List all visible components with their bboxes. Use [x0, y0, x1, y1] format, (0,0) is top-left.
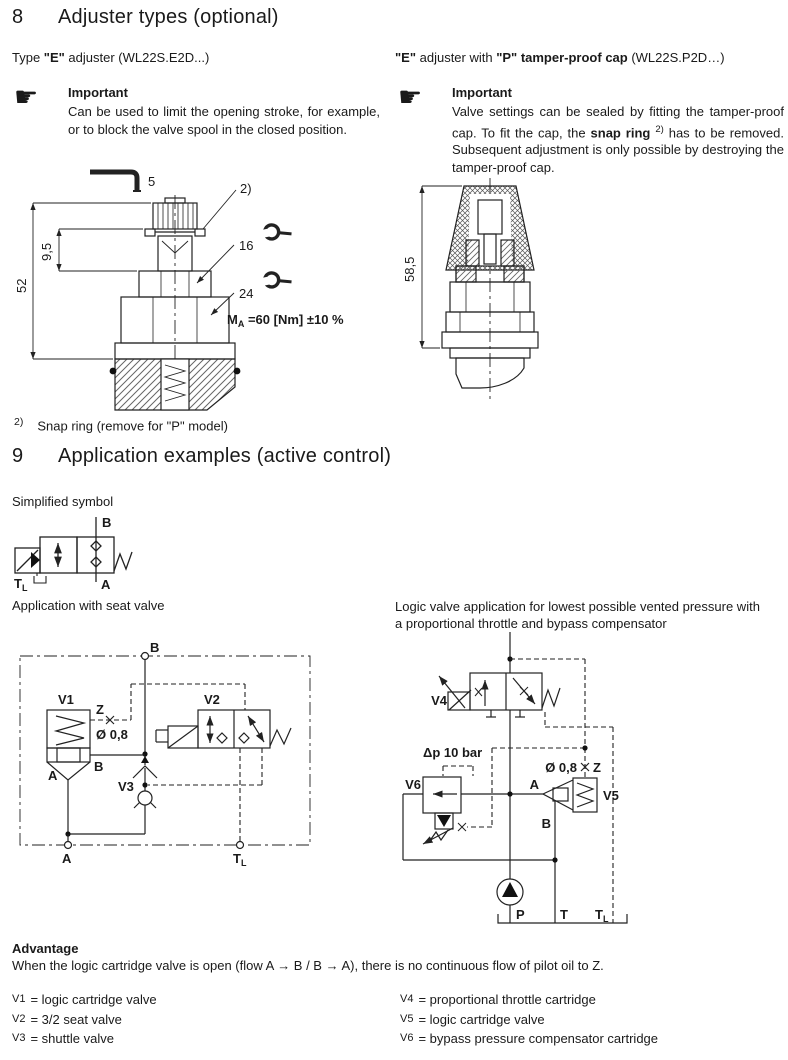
port-tl-sub: L	[602, 914, 609, 924]
allen-key-icon	[90, 172, 141, 191]
v6-bypass-compensator	[423, 777, 466, 844]
note-text: has to be removed. Subsequent adjustment is only possible by destroying the tamper-proof cap.	[452, 124, 784, 175]
wrench-24-icon	[260, 269, 291, 289]
leader-snap-ring	[203, 190, 236, 229]
torque-sub: A	[237, 319, 245, 329]
logic-valve-circuit-diagram	[395, 630, 745, 930]
port-b-top-label: B	[150, 640, 160, 655]
note-bold: snap ring	[590, 124, 651, 140]
important-title: Important	[452, 85, 512, 100]
orifice-label: Ø 0,8	[545, 760, 577, 775]
v1-port-a-label: A	[48, 768, 58, 783]
v3-shuttle-valve	[133, 756, 157, 834]
port-b-label: B	[102, 515, 112, 530]
z-label: Z	[593, 760, 601, 775]
legend-value: = logic cartridge valve	[418, 1011, 545, 1027]
port-t-sub: L	[240, 858, 247, 868]
section-8-heading	[12, 6, 279, 29]
v5-port-b-label: B	[541, 816, 551, 831]
section-8-title: Adjuster types (optional)	[58, 6, 279, 28]
wrench-24-label: 24	[239, 286, 254, 301]
pointing-hand-icon: ☛	[14, 82, 39, 112]
subtitle-text: (WL22S.P2D…)	[627, 50, 725, 65]
advantage-text: When the logic cartridge valve is open (flow A → B / B → A), there is no continuous flow of pilot oil to Z.	[12, 958, 604, 973]
legend-value: = logic cartridge valve	[30, 992, 157, 1007]
simplified-symbol-label: Simplified symbol	[12, 494, 114, 509]
port-a-bottom-label: A	[62, 851, 72, 866]
legend-left	[12, 992, 157, 1051]
legend-value: = proportional throttle cartridge	[418, 992, 596, 1007]
seat-valve-circuit-diagram	[12, 638, 327, 873]
v5-label: V5	[603, 788, 619, 803]
port-t-sub: L	[21, 583, 28, 593]
port-tl-t: T	[595, 907, 603, 922]
tamper-proof-cap	[446, 186, 534, 270]
e-adjuster-drawing	[15, 163, 390, 413]
note-text: Valve settings can be sealed by fitting the tamper-proof cap. To fit the cap, the	[452, 104, 784, 140]
legend-key: V6	[400, 1032, 414, 1044]
legend-item-v2	[12, 1012, 157, 1027]
legend-right	[400, 992, 658, 1051]
v2-seat-valve	[156, 710, 291, 748]
legend-item-v6	[400, 1031, 658, 1046]
leader-16	[197, 245, 234, 283]
port-t: T	[14, 576, 22, 591]
simplified-symbol-diagram	[8, 512, 178, 592]
logic-valve-app-title: Logic valve application for lowest possible vented pressure with a proportional throttle and bypass compensator	[395, 599, 760, 631]
legend-value: = shuttle valve	[30, 1031, 114, 1046]
port-tl-label	[14, 576, 28, 593]
v6-label: V6	[405, 777, 421, 792]
legend-key: V5	[400, 1012, 414, 1025]
legend-key: V4	[400, 993, 414, 1005]
snap-ring-ref-label: 2)	[240, 181, 252, 196]
important-body: Can be used to limit the opening stroke, for example, or to block the valve spool in the closed position.	[68, 104, 380, 137]
legend-key: V2	[12, 1012, 26, 1025]
valve-body-section	[110, 359, 241, 410]
subtitle-bold: "E"	[395, 50, 416, 65]
port-a-label: A	[101, 577, 111, 592]
v1-label: V1	[58, 692, 74, 707]
subtitle-text: adjuster (WL22S.E2D...)	[64, 50, 210, 65]
legend-item-v5	[400, 1012, 658, 1027]
section-9-number: 9	[12, 445, 24, 467]
footnote-text: Snap ring (remove for "P" model)	[37, 418, 228, 434]
footnote-marker: 2)	[14, 416, 24, 428]
pilot-line-v2	[148, 748, 262, 841]
pilot-actuator	[15, 548, 40, 573]
legend-value: = bypass pressure compensator cartridge	[418, 1031, 659, 1046]
port-p-label: P	[516, 907, 525, 922]
dim-52-label: 52	[14, 278, 29, 293]
legend-value: = 3/2 seat valve	[30, 1011, 122, 1027]
tank-symbol	[34, 573, 46, 583]
z-label: Z	[96, 702, 104, 717]
port-tl-label	[595, 907, 609, 924]
pointing-hand-icon: ☛	[398, 82, 423, 112]
port-t-label: T	[560, 907, 568, 922]
dim-52	[33, 203, 151, 359]
subtitle-text: adjuster with	[416, 50, 497, 65]
legend-item-v1	[12, 992, 157, 1007]
v3-label: V3	[118, 779, 134, 794]
type-p-subtitle	[395, 50, 725, 65]
legend-item-v4	[400, 992, 658, 1007]
orifice-label: Ø 0,8	[96, 727, 128, 742]
torque-label	[227, 312, 344, 329]
dim-9-5-label: 9,5	[39, 242, 54, 261]
allen-key-size-label: 5	[148, 174, 156, 189]
pilot-line-z	[90, 684, 245, 720]
legend-item-v3	[12, 1031, 157, 1046]
important-title: Important	[68, 85, 128, 100]
v5-port-a-label: A	[529, 777, 539, 792]
subtitle-text: Type	[12, 50, 44, 65]
dim-58-5-label: 58,5	[402, 256, 417, 282]
dim-9-5	[59, 229, 143, 271]
seat-valve-app-title: Application with seat valve	[12, 598, 165, 613]
torque-m: M	[227, 312, 238, 327]
section-9-heading	[12, 445, 391, 468]
port-tl-bottom-label	[233, 851, 247, 868]
tamper-proof-cap-drawing	[400, 168, 610, 413]
subtitle-bold: "P" tamper-proof cap	[496, 50, 628, 65]
v2-label: V2	[204, 692, 220, 707]
wrench-16-label: 16	[239, 238, 254, 253]
v5-logic-cartridge	[543, 778, 597, 923]
section-8-number: 8	[12, 6, 24, 28]
footnote-ref: 2)	[655, 123, 664, 135]
snap-ring-footnote	[14, 416, 228, 433]
v4-proportional-throttle	[439, 673, 560, 717]
torque-value: =60 [Nm] ±10 %	[244, 312, 344, 327]
legend-key: V1	[12, 993, 26, 1005]
subtitle-bold: "E"	[43, 50, 65, 65]
port-t: T	[233, 851, 241, 866]
section-9-title: Application examples (active control)	[58, 445, 392, 467]
pump-symbol	[497, 879, 523, 905]
dp-label: Δp 10 bar	[423, 745, 483, 760]
advantage-title: Advantage	[12, 941, 79, 956]
v4-label: V4	[431, 693, 447, 708]
type-e-subtitle	[12, 50, 209, 65]
v1-port-b-label: B	[94, 759, 104, 774]
wrench-16-icon	[260, 221, 291, 241]
important-body	[452, 103, 784, 176]
legend-key: V3	[12, 1032, 26, 1044]
spring-symbol	[114, 552, 132, 571]
